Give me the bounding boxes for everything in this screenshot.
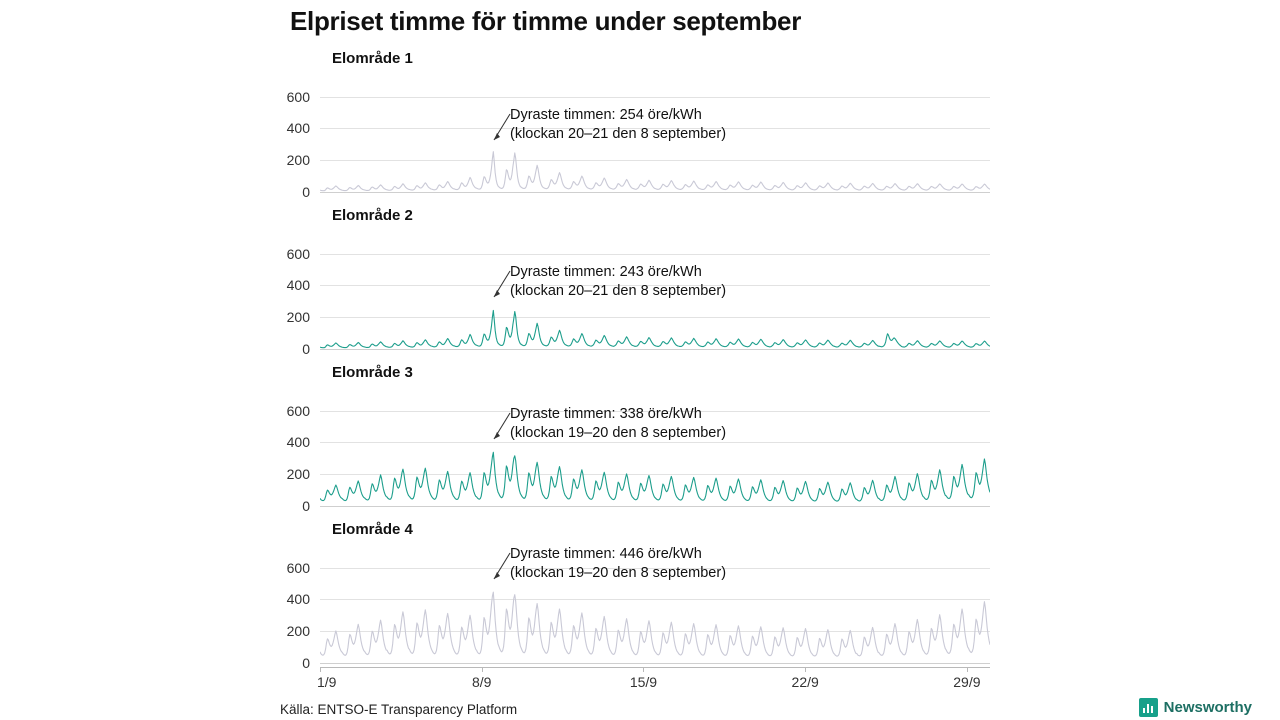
page-title: Elpriset timme för timme under september xyxy=(290,6,802,36)
y-tick-label: 400 xyxy=(286,277,310,294)
peak-annotation-line2: (klockan 20–21 den 8 september) xyxy=(510,125,727,142)
x-tick-mark xyxy=(967,667,968,672)
y-axis-labels-4 xyxy=(250,555,310,671)
annotation-arrow-4 xyxy=(488,551,528,593)
gridline-0 xyxy=(320,192,990,193)
y-tick-label: 400 xyxy=(286,591,310,608)
y-tick-label: 200 xyxy=(286,309,310,326)
y-tick-label: 400 xyxy=(286,434,310,451)
y-tick-label: 600 xyxy=(286,402,310,419)
logo-text: Newsworthy xyxy=(1163,699,1252,716)
x-tick-label: 15/9 xyxy=(629,674,658,690)
y-tick-label: 200 xyxy=(286,623,310,640)
peak-annotation-line2: (klockan 19–20 den 8 september) xyxy=(510,424,727,441)
y-tick-label: 0 xyxy=(302,341,310,357)
annotation-arrow-2 xyxy=(488,269,528,311)
peak-annotation-3 xyxy=(510,405,726,442)
bar-chart-icon xyxy=(1139,698,1158,717)
annotation-arrow-1 xyxy=(488,112,528,154)
y-tick-label: 0 xyxy=(302,184,310,200)
gridline-0 xyxy=(320,506,990,507)
peak-annotation-1 xyxy=(510,106,726,143)
source-note: Källa: ENTSO-E Transparency Platform xyxy=(280,702,518,717)
y-tick-label: 600 xyxy=(286,559,310,576)
x-tick-label: 22/9 xyxy=(791,674,819,690)
x-tick-mark xyxy=(320,667,321,672)
x-axis-line xyxy=(320,667,990,668)
y-tick-label: 600 xyxy=(286,245,310,262)
panel-title-4: Elområde 4 xyxy=(332,521,413,538)
x-tick-label: 29/9 xyxy=(953,674,981,690)
y-axis-labels-3 xyxy=(250,398,310,514)
y-axis-labels-1 xyxy=(250,84,310,200)
x-tick-mark xyxy=(805,667,806,672)
annotation-arrow-3 xyxy=(488,411,528,453)
newsworthy-logo xyxy=(1139,698,1252,717)
peak-annotation-line1: Dyraste timmen: 243 öre/kWh xyxy=(510,264,702,280)
panel-title-2: Elområde 2 xyxy=(332,207,413,224)
peak-annotation-line1: Dyraste timmen: 338 öre/kWh xyxy=(510,406,702,422)
peak-annotation-line1: Dyraste timmen: 254 öre/kWh xyxy=(510,107,702,123)
y-tick-label: 200 xyxy=(286,466,310,483)
x-tick-mark xyxy=(643,667,644,672)
x-tick-label: 8/9 xyxy=(471,674,492,690)
y-tick-label: 0 xyxy=(302,655,310,671)
peak-annotation-line2: (klockan 19–20 den 8 september) xyxy=(510,564,727,581)
gridline-0 xyxy=(320,663,990,664)
peak-annotation-2 xyxy=(510,263,726,300)
y-tick-label: 600 xyxy=(286,88,310,105)
peak-annotation-line2: (klockan 20–21 den 8 september) xyxy=(510,282,727,299)
peak-annotation-4 xyxy=(510,545,726,582)
x-tick-mark xyxy=(482,667,483,672)
peak-annotation-line1: Dyraste timmen: 446 öre/kWh xyxy=(510,546,702,562)
panel-title-1: Elområde 1 xyxy=(332,50,413,67)
x-tick-label: 1/9 xyxy=(317,674,337,690)
y-tick-label: 400 xyxy=(286,120,310,137)
panel-title-3: Elområde 3 xyxy=(332,364,413,381)
gridline-0 xyxy=(320,349,990,350)
y-tick-label: 0 xyxy=(302,498,310,514)
y-axis-labels-2 xyxy=(250,241,310,357)
y-tick-label: 200 xyxy=(286,152,310,169)
